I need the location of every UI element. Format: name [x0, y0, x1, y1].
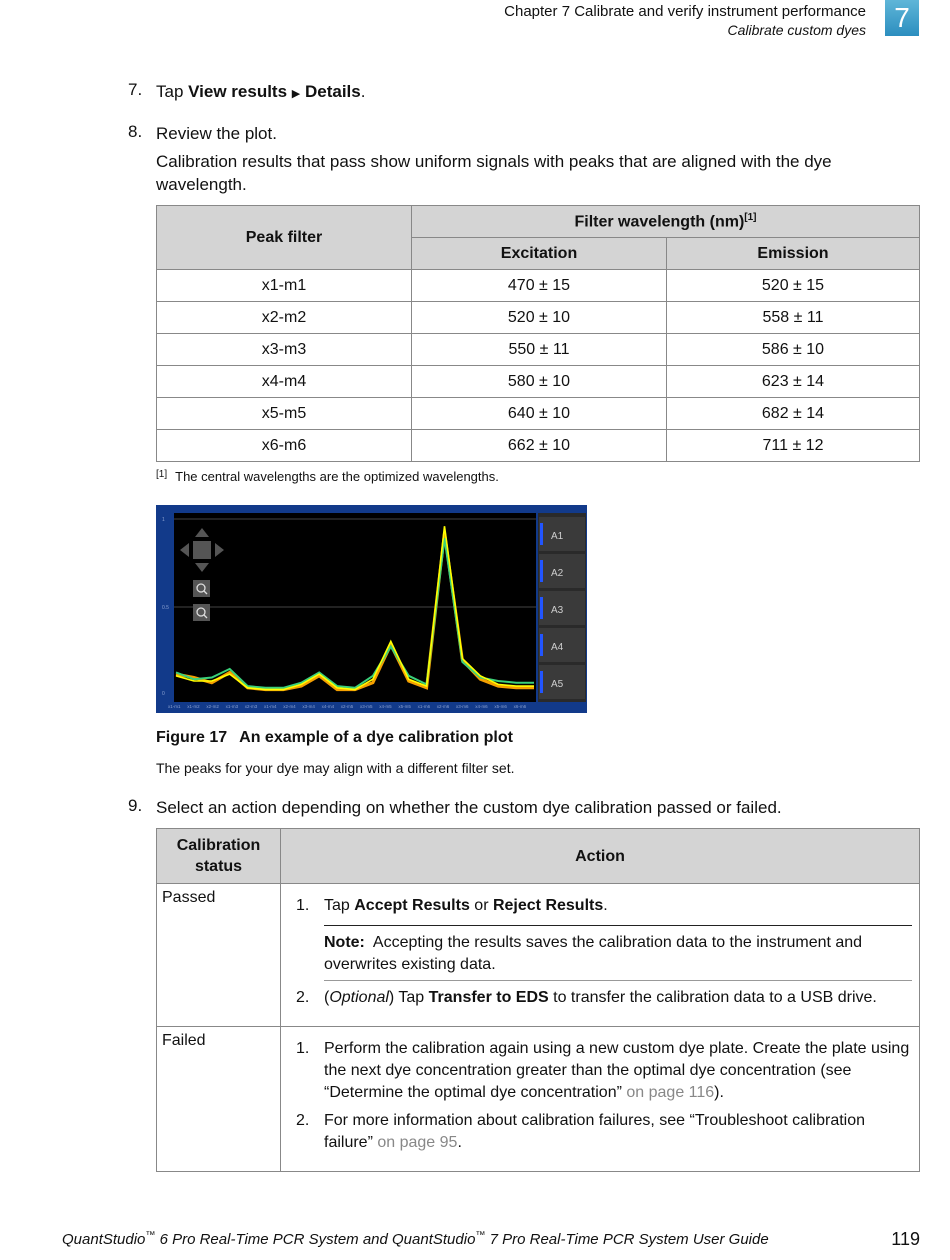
well-color-marker	[540, 597, 543, 619]
item-text: .	[603, 897, 608, 914]
trademark: ™	[475, 1230, 486, 1241]
step7-post: .	[360, 82, 366, 101]
table-row	[157, 270, 920, 302]
footer-text: 7 Pro Real-Time PCR System User Guide	[485, 1231, 769, 1248]
arrow-right-icon: ▶	[291, 88, 301, 100]
well-color-marker	[540, 671, 543, 693]
calibration-action-table	[156, 828, 920, 1172]
zoom-out-icon[interactable]	[193, 604, 210, 621]
table-cell: 580 ± 10	[412, 366, 667, 398]
item-text: Tap	[394, 989, 429, 1006]
item-text: Perform the calibration again using a new custom dye plate. Create the plate using the next dye concentration greater than the optimal dye concentration (see “Determine the optimal dye concentration”	[324, 1040, 910, 1101]
table-cell: 470 ± 15	[412, 270, 667, 302]
step-number: 8.	[128, 122, 143, 141]
footnote	[156, 469, 499, 484]
filter-wavelength-label: Filter wavelength (nm)	[574, 213, 745, 231]
table-row	[157, 398, 920, 430]
table-row	[157, 302, 920, 334]
step8-line1: Review the plot.	[156, 124, 277, 143]
table-cell: x4-m4	[157, 366, 412, 398]
step7-bold-view-results: View results	[188, 82, 288, 101]
table-cell: 520 ± 10	[412, 302, 667, 334]
chapter-tab: 7	[885, 0, 919, 36]
x-tick-label: x3-m4	[302, 704, 315, 709]
x-tick-label: x2-m3	[244, 704, 258, 709]
list-item	[296, 1110, 912, 1154]
x-tick-label: x6-m6	[513, 704, 527, 709]
header-line: Calibration	[176, 837, 261, 854]
footnote-marker: [1]	[156, 469, 168, 480]
table-cell: 711 ± 12	[667, 430, 920, 462]
table-cell: x6-m6	[157, 430, 412, 462]
x-tick-label: x1-m2	[187, 704, 200, 709]
table-cell: 520 ± 15	[667, 270, 920, 302]
x-tick-label: x1-m3	[225, 704, 239, 709]
footer-text: QuantStudio	[62, 1231, 146, 1248]
status-failed: Failed	[157, 1027, 281, 1172]
table-row-passed	[157, 884, 920, 1027]
table-row	[157, 334, 920, 366]
step7-bold-details: Details	[304, 82, 361, 101]
note-label: Note:	[324, 934, 365, 951]
x-tick-label: x2-m6	[436, 704, 450, 709]
note-box	[324, 925, 912, 981]
calibration-status-header	[157, 829, 281, 884]
header-line: status	[194, 858, 243, 875]
y-tick-label: 0.5	[162, 605, 169, 611]
x-tick-label: x1-m6	[417, 704, 431, 709]
chapter-title: Calibrate and verify instrument performance	[574, 3, 866, 20]
figure-label: Figure 17	[156, 729, 228, 746]
step9-text: Select an action depending on whether the custom dye calibration passed or failed.	[156, 798, 782, 817]
x-tick-label: x4-m6	[475, 704, 488, 709]
well-label: A3	[551, 605, 564, 616]
y-tick-label: 1	[162, 517, 165, 523]
item-text: .	[457, 1134, 462, 1151]
x-tick-label: x1-m1	[168, 704, 181, 709]
dye-calibration-plot-image	[156, 505, 587, 713]
table-cell: x1-m1	[157, 270, 412, 302]
item-number: 1.	[296, 1040, 310, 1057]
item-number: 2.	[296, 989, 310, 1006]
status-passed: Passed	[157, 884, 281, 1027]
page-link[interactable]: on page 95	[377, 1134, 458, 1151]
trademark: ™	[145, 1230, 156, 1241]
step8-line2: Calibration results that pass show uniform signals with peaks that are aligned with the dye wavelength.	[156, 152, 832, 194]
footer-title	[62, 1230, 769, 1248]
x-tick-label: x2-m4	[283, 704, 296, 709]
table-cell: 640 ± 10	[412, 398, 667, 430]
action-passed	[281, 884, 920, 1027]
x-tick-label: x5-m5	[398, 704, 411, 709]
table-cell: 662 ± 10	[412, 430, 667, 462]
x-tick-label: x1-m4	[264, 704, 277, 709]
section-title: Calibrate custom dyes	[727, 22, 866, 38]
page-header	[504, 2, 866, 40]
list-item	[296, 895, 912, 917]
x-tick-label: x4-m4	[321, 704, 335, 709]
figure-note: The peaks for your dye may align with a different filter set.	[156, 760, 515, 776]
excitation-header: Excitation	[412, 238, 667, 270]
list-item	[296, 1038, 912, 1104]
peak-filter-header: Peak filter	[157, 206, 412, 270]
well-color-marker	[540, 523, 543, 545]
well-label: A2	[551, 568, 564, 579]
item-text: ).	[714, 1084, 724, 1101]
calibration-plot-svg	[156, 505, 587, 713]
footnote-text: The central wavelengths are the optimized wavelengths.	[175, 469, 499, 484]
x-tick-label: x3-m6	[456, 704, 469, 709]
page-link[interactable]: on page 116	[626, 1084, 715, 1101]
transfer-to-eds-label: Transfer to EDS	[428, 989, 549, 1006]
table-cell: x5-m5	[157, 398, 412, 430]
item-text: or	[469, 897, 493, 914]
item-number: 2.	[296, 1112, 310, 1129]
well-label: A1	[551, 531, 564, 542]
table-cell: 586 ± 10	[667, 334, 920, 366]
item-text: Tap	[324, 897, 355, 914]
filter-wavelength-table	[156, 205, 920, 462]
item-number: 1.	[296, 897, 310, 914]
table-row-failed	[157, 1027, 920, 1172]
figure-caption-text: An example of a dye calibration plot	[239, 729, 513, 746]
table-cell: 623 ± 14	[667, 366, 920, 398]
emission-header: Emission	[667, 238, 920, 270]
filter-wavelength-header	[412, 206, 920, 238]
step-number: 7.	[128, 80, 143, 99]
y-tick-label: 0	[162, 691, 165, 697]
list-item: 2. (Optional) Tap Transfer to EDS to transfer the calibration data to a USB drive.	[296, 987, 912, 1009]
chapter-number: Chapter 7	[504, 3, 571, 20]
step7-text: Tap	[156, 82, 189, 101]
footnote-ref: [1]	[744, 211, 757, 223]
well-label: A4	[551, 642, 564, 653]
x-tick-label: x4-m5	[379, 704, 392, 709]
action-header: Action	[281, 829, 920, 884]
item-text: to transfer the calibration data to a USB drive.	[548, 989, 877, 1006]
table-cell: 550 ± 11	[412, 334, 667, 366]
well-color-marker	[540, 560, 543, 582]
well-color-marker	[540, 634, 543, 656]
table-cell: x2-m2	[157, 302, 412, 334]
table-cell: 682 ± 14	[667, 398, 920, 430]
step-number: 9.	[128, 796, 143, 815]
x-tick-label: x3-m5	[360, 704, 373, 709]
optional-label: Optional	[329, 989, 389, 1006]
figure-caption	[156, 729, 513, 747]
well-label: A5	[551, 679, 564, 690]
accept-results-label: Accept Results	[354, 897, 470, 914]
item-text: For more information about calibration failures, see “Troubleshoot calibration failure”	[324, 1112, 866, 1151]
x-tick-label: x2-m2	[206, 704, 219, 709]
note-text: Accepting the results saves the calibration data to the instrument and overwrites existing data.	[324, 934, 863, 973]
table-cell: x3-m3	[157, 334, 412, 366]
page-number: 119	[891, 1229, 920, 1249]
table-cell: 558 ± 11	[667, 302, 920, 334]
action-failed	[281, 1027, 920, 1172]
header-chapter-line	[504, 2, 866, 21]
footer-text: 6 Pro Real-Time PCR System and QuantStudio	[155, 1231, 476, 1248]
table-row	[157, 430, 920, 462]
table-row	[157, 366, 920, 398]
x-tick-label: x2-m5	[340, 704, 354, 709]
zoom-in-icon[interactable]	[193, 580, 210, 597]
x-tick-label: x5-m6	[494, 704, 507, 709]
reject-results-label: Reject Results	[492, 897, 604, 914]
